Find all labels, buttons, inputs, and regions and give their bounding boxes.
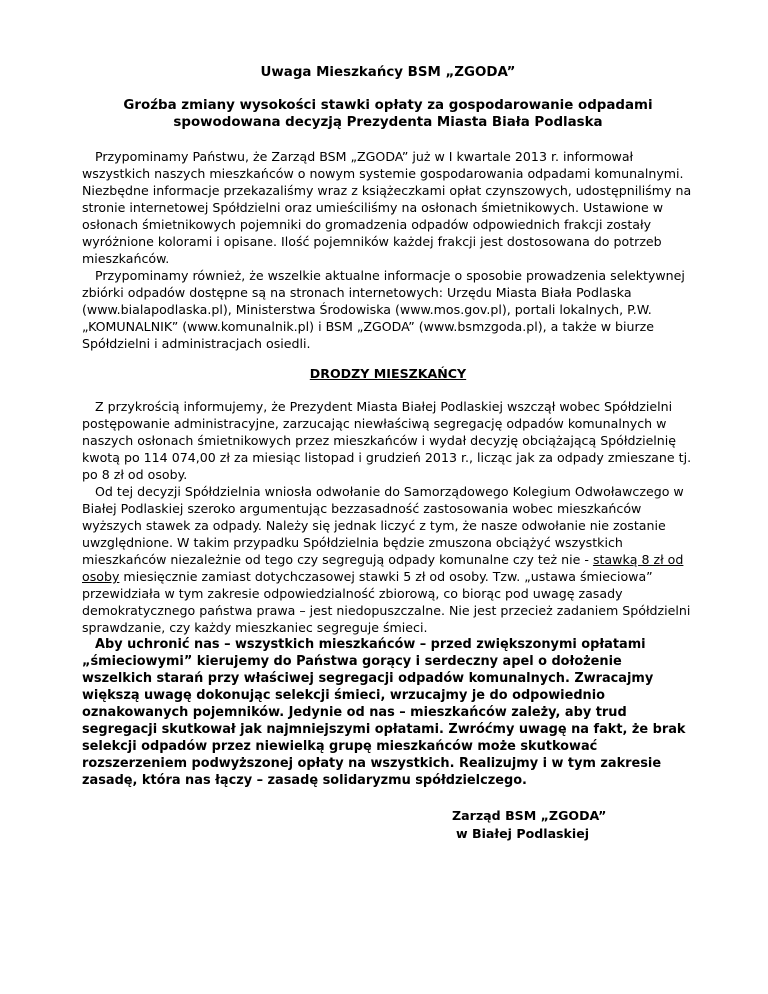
paragraph-appeal xyxy=(82,483,694,636)
section-heading: DRODZY MIESZKAŃCY xyxy=(309,366,467,381)
paragraph-info-sources: Przypominamy również, że wszelkie aktualne informacje o sposobie prowadzenia selektywnej zbiórki odpadów dostępne są na stronach internetowych: Urzędu Miasta Biała Podlaska (www.bialapodlaska.pl), Ministerstwa Środowiska (www.mos.gov.pl), portali lokalnych, P.W. „KOMUNALNIK” (www.komunalnik.pl) i BSM „ZGODA” (www.bsmzgoda.pl), a także w biurze Spółdzielni i administracjach osiedli. xyxy=(82,268,685,351)
signature-block xyxy=(452,807,694,843)
rate-highlight: stawką 8 zł od osoby xyxy=(82,552,684,584)
appeal-text-a: Od tej decyzji Spółdzielnia wniosła odwołanie do Samorządowego Kolegium Odwoławczego w Białej Podlaskiej szeroko argumentując bezzasadność zastosowania wobec mieszkańców wyższych stawek za odpady. Należy się jednak liczyć z tym, że nasze odwołanie nie zostanie uwzględnione. W takim przypadku Spółdzielnia będzie zmuszona obciążyć wszystkich mieszkańców niezależnie od tego czy segregują odpady komunalne czy też nie - xyxy=(82,484,684,567)
document-title: Uwaga Mieszkańcy BSM „ZGODA” xyxy=(260,65,516,80)
signature-line-2: w Białej Podlaskiej xyxy=(456,826,590,841)
paragraph-call-to-action: Aby uchronić nas – wszystkich mieszkańców – przed zwiększonymi opłatami „śmieciowymi” kierujemy do Państwa gorący i serdeczny apel o dołożenie wszelkich starań przy właściwej segregacji odpadów komunalnych. Zwracajmy większą uwagę dokonując selekcji śmieci, wrzucajmy je do odpowiednio oznakowanych pojemników. Jedynie od nas – mieszkańców zależy, aby trud segregacji skutkował jak najmniejszymi opłatami. Zwróćmy uwagę na fakt, że brak selekcji odpadów przez niewielką grupę mieszkańców może skutkować rozszerzeniem podwyższonej opłaty na wszystkich. Realizujmy i w tym zakresie zasadę, która nas łączy – zasadę solidaryzmu spółdzielczego. xyxy=(82,637,686,788)
signature-line-1: Zarząd BSM „ZGODA” xyxy=(452,808,607,823)
paragraph-reminder: Przypominamy Państwu, że Zarząd BSM „ZGODA” już w I kwartale 2013 r. informował wszystkich naszych mieszkańców o nowym systemie gospodarowania odpadami komunalnymi. Niezbędne informacje przekazaliśmy wraz z książeczkami opłat czynszowych, udostępniliśmy na stronie internetowej Spółdzielni oraz umieściliśmy na osłonach śmietnikowych. Ustawione w osłonach śmietnikowych pojemniki do gromadzenia odpadów odpowiednich frakcji zostały wyróżnione kolorami i opisane. Ilość pojemników każdej frakcji jest dostosowana do potrzeb mieszkańców. xyxy=(82,149,692,266)
appeal-text-b: miesięcznie zamiast dotychczasowej stawki 5 zł od osoby. Tzw. „ustawa śmieciowa” przewidziała w tym zakresie odpowiedzialność zbiorową, co biorąc pod uwagę zasady demokratycznego państwa prawa – jest niedopuszczalne. Nie jest przecież zadaniem Spółdzielni sprawdzanie, czy każdy mieszkaniec segreguje śmieci. xyxy=(82,569,691,635)
document-page xyxy=(82,64,694,843)
paragraph-decision: Z przykrością informujemy, że Prezydent Miasta Białej Podlaskiej wszczął wobec Spółdzielni postępowanie administracyjne, zarzucając niewłaściwą segregację odpadów komunalnych w naszych osłonach śmietnikowych przez mieszkańców i wydał decyzję obciążającą Spółdzielnię kwotą po 114 074,00 zł za miesiąc listopad i grudzień 2013 r., licząc jak za odpady zmieszane tj. po 8 zł od osoby. xyxy=(82,399,692,482)
document-subtitle: Groźba zmiany wysokości stawki opłaty za gospodarowanie odpadami spowodowana decyzją Prezydenta Miasta Biała Podlaska xyxy=(123,98,653,130)
